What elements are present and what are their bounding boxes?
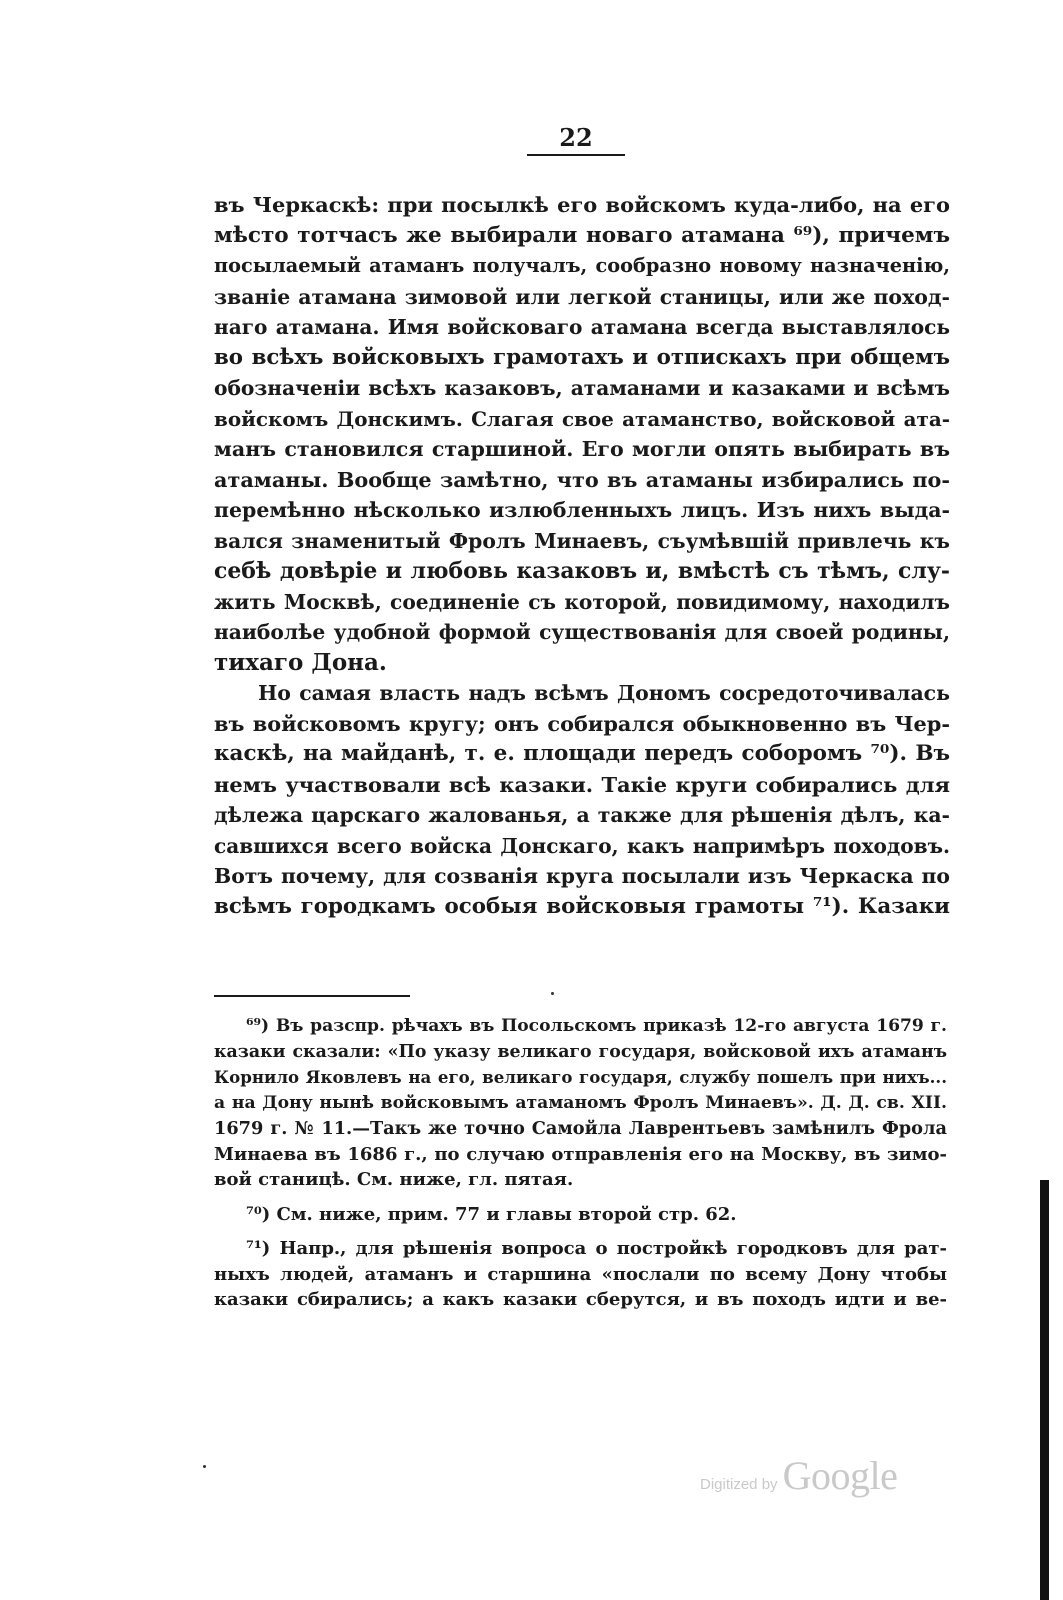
- scan-edge-shadow: [1040, 1180, 1049, 1600]
- text-line: каскѣ, на майданѣ, т. е. площади передъ соборомъ ⁷⁰). Въ: [214, 741, 950, 766]
- text-line: обозначеніи всѣхъ казаковъ, атаманами и казаками и всѣмъ: [214, 376, 950, 400]
- page-number: 22: [559, 123, 593, 152]
- watermark-prefix: Digitized by: [700, 1476, 778, 1493]
- text-line: посылаемый атаманъ получалъ, сообразно новому назначенію,: [214, 254, 950, 277]
- footnote-line: казаки сказали: «По указу великаго государя, войсковой ихъ атаманъ: [214, 1041, 947, 1062]
- footnote-line: ⁶⁹) Въ разспр. рѣчахъ въ Посольскомъ приказѣ 12-го августа 1679 г.: [246, 1016, 947, 1036]
- text-line: перемѣнно нѣсколько излюбленныхъ лицъ. Изъ нихъ выда-: [214, 498, 950, 522]
- text-line: атаманы. Вообще замѣтно, что въ атаманы избирались по-: [214, 466, 950, 492]
- text-line: тихаго Дона.: [214, 648, 387, 676]
- footnote-line: вой станицѣ. См. ниже, гл. пятая.: [214, 1169, 574, 1190]
- header-rule: [527, 154, 625, 156]
- text-line: дѣлежа царскаго жалованья, а также для рѣшенія дѣлъ, ка-: [214, 803, 950, 827]
- digitized-watermark: [700, 1452, 920, 1502]
- text-line: жить Москвѣ, соединеніе съ которой, повидимому, находилъ: [214, 589, 950, 614]
- footnotes: [214, 1014, 947, 1313]
- print-speck: [203, 1465, 206, 1468]
- footnote-line: казаки сбирались; а какъ казаки сберутся, и въ походъ идти и ве-: [214, 1289, 947, 1310]
- footnote-line: Корнило Яковлевъ на его, великаго государя, службу пошелъ при нихъ...: [214, 1067, 947, 1087]
- footnote-line: а на Дону нынѣ войсковымъ атаманомъ Фролъ Минаевъ». Д. Д. св. XII.: [214, 1092, 947, 1113]
- text-line: въ Черкаскѣ: при посылкѣ его войскомъ куда-либо, на его: [214, 192, 950, 217]
- footnote-line: Минаева въ 1686 г., по случаю отправленія его на Москву, въ зимо-: [214, 1143, 947, 1165]
- text-line: вался знаменитый Фролъ Минаевъ, съумѣвшій привлечь къ: [214, 528, 950, 553]
- text-line: манъ становился старшиной. Его могли опять выбирать въ: [214, 437, 950, 461]
- footnote-line: ныхъ людей, атаманъ и старшина «послали по всему Дону чтобы: [214, 1263, 947, 1285]
- text-line: немъ участвовали всѣ казаки. Такіе круги собирались для: [214, 771, 950, 797]
- text-line: Вотъ почему, для созванія круга посылали изъ Черкаска по: [214, 864, 950, 888]
- footnote-line: ⁷¹) Напр., для рѣшенія вопроса о постройкѣ городковъ для рат-: [246, 1238, 947, 1259]
- footnote-line: 1679 г. № 11.—Такъ же точно Самойла Лаврентьевъ замѣнилъ Фрола: [214, 1118, 947, 1139]
- text-line: наго атамана. Имя войсковаго атамана всегда выставлялось: [214, 315, 950, 339]
- body-text: [214, 190, 950, 922]
- text-line: званіе атамана зимовой или легкой станицы, или же поход-: [214, 284, 950, 309]
- text-line: во всѣхъ войсковыхъ грамотахъ и отпискахъ при общемъ: [214, 344, 950, 370]
- footnote-line: ⁷⁰) См. ниже, прим. 77 и главы второй стр. 62.: [246, 1203, 737, 1225]
- text-line: себѣ довѣріе и любовь казаковъ и, вмѣстѣ съ тѣмъ, слу-: [214, 558, 950, 584]
- text-line: Но самая власть надъ всѣмъ Дономъ сосредоточивалась: [258, 681, 950, 705]
- text-line: войскомъ Донскимъ. Слагая свое атаманство, войсковой ата-: [214, 406, 950, 431]
- google-logo: Google: [782, 1453, 898, 1498]
- print-speck: [551, 992, 554, 995]
- text-line: савшихся всего войска Донскаго, какъ напримѣръ походовъ.: [214, 833, 950, 858]
- text-line: мѣсто тотчасъ же выбирали новаго атамана ⁶⁹), причемъ: [214, 222, 950, 248]
- text-line: всѣмъ городкамъ особыя войсковыя грамоты ⁷¹). Казаки: [214, 893, 950, 919]
- text-line: въ войсковомъ кругу; онъ собирался обыкновенно въ Чер-: [214, 710, 950, 736]
- footnote-rule: [214, 995, 410, 997]
- text-line: наиболѣе удобной формой существованія для своей родины,: [214, 620, 950, 644]
